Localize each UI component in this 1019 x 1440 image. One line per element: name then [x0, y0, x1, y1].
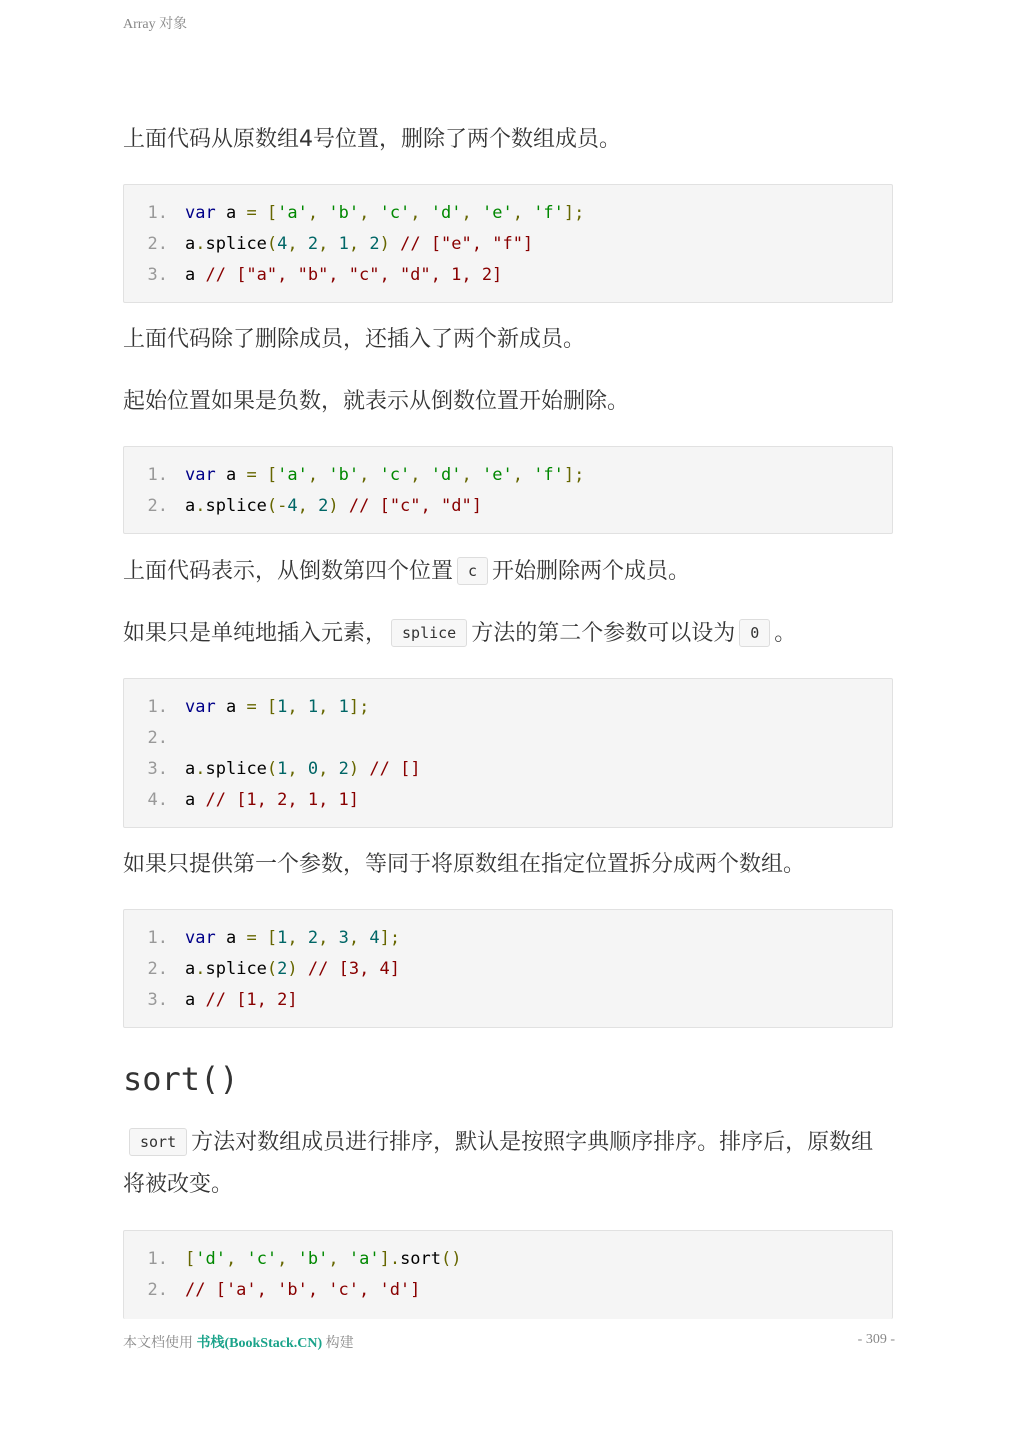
- code-token: ,: [328, 1249, 349, 1269]
- code-token: 1: [277, 759, 288, 779]
- line-number: 4.: [147, 790, 168, 810]
- code-line: [124, 198, 892, 229]
- running-header: Array 对象: [123, 17, 188, 32]
- code-token: 'a': [277, 203, 308, 223]
- line-number: 3.: [147, 990, 168, 1010]
- code-token: 'f': [533, 465, 564, 485]
- inline-code: splice: [391, 619, 467, 647]
- code-token: splice: [205, 496, 267, 516]
- code-token: 'e': [481, 465, 513, 485]
- text: 方法对数组成员进行排序，默认是按照字典顺序排序。排序后，原数组将被改变。: [123, 1130, 874, 1197]
- code-token: 1: [277, 928, 288, 948]
- code-token: splice: [205, 759, 267, 779]
- code-token: var: [185, 465, 216, 485]
- line-number: 2.: [147, 959, 168, 979]
- line-number: 2.: [147, 234, 168, 254]
- code-token: ,: [297, 496, 319, 516]
- footer-credit: [123, 1332, 354, 1352]
- code-token: ,: [318, 234, 339, 254]
- code-token: a: [185, 959, 196, 979]
- code-block: [123, 184, 893, 303]
- code-token: splice: [205, 234, 267, 254]
- code-token: ,: [410, 465, 431, 485]
- code-token: 2: [277, 959, 288, 979]
- code-token: 'b': [328, 465, 360, 485]
- code-comment: // ["e", "f"]: [389, 234, 534, 254]
- line-number: 3.: [147, 759, 168, 779]
- code-token: ): [348, 759, 360, 779]
- code-line: [124, 923, 892, 954]
- code-token: .: [195, 759, 206, 779]
- code-token: a: [185, 990, 196, 1010]
- code-token: =: [246, 203, 257, 223]
- code-token: 4: [369, 928, 380, 948]
- code-line: [124, 260, 892, 291]
- code-token: 'c': [379, 465, 411, 485]
- text: 如果只是单纯地插入元素，: [123, 621, 388, 646]
- code-token: =: [246, 465, 257, 485]
- code-token: (: [266, 759, 278, 779]
- code-token: a: [185, 496, 196, 516]
- code-token: 'a': [277, 465, 308, 485]
- paragraph: 起始位置如果是负数，就表示从倒数位置开始删除。: [123, 389, 630, 414]
- code-token: 1: [338, 234, 349, 254]
- code-token: 2: [307, 234, 319, 254]
- line-number: 1.: [147, 203, 168, 223]
- code-token: .: [195, 234, 206, 254]
- code-line: [124, 692, 892, 723]
- code-token: (: [266, 234, 278, 254]
- code-token: ,: [318, 697, 339, 717]
- code-line: [124, 229, 892, 260]
- code-token: (): [441, 1249, 462, 1269]
- code-token: ,: [318, 928, 339, 948]
- code-token: 'b': [297, 1249, 329, 1269]
- code-token: a: [215, 697, 247, 717]
- code-comment: // ['a', 'b', 'c', 'd']: [185, 1280, 421, 1300]
- code-token: var: [185, 697, 216, 717]
- line-number: 2.: [147, 1280, 168, 1300]
- code-token: [: [256, 697, 278, 717]
- code-token: 'a': [348, 1249, 380, 1269]
- code-token: ];: [563, 203, 585, 223]
- line-number: 1.: [147, 928, 168, 948]
- code-token: 4: [277, 234, 288, 254]
- code-line: [124, 460, 892, 491]
- paragraph: 上面代码除了删除成员，还插入了两个新成员。: [123, 327, 586, 352]
- code-block: [123, 678, 893, 828]
- code-token: 'e': [481, 203, 513, 223]
- code-comment: // []: [359, 759, 421, 779]
- code-token: ,: [461, 203, 482, 223]
- code-token: 'f': [533, 203, 564, 223]
- code-token: a: [185, 790, 196, 810]
- code-token: ,: [461, 465, 482, 485]
- code-token: var: [185, 928, 216, 948]
- code-token: ].: [379, 1249, 401, 1269]
- section-heading: sort(): [123, 1060, 239, 1098]
- paragraph: 上面代码从原数组4号位置，删除了两个数组成员。: [123, 127, 621, 152]
- code-token: ,: [512, 465, 534, 485]
- code-block: [123, 446, 893, 534]
- code-line: [124, 723, 892, 754]
- paragraph: 如果只提供第一个参数，等同于将原数组在指定位置拆分成两个数组。: [123, 852, 806, 877]
- code-token: ,: [287, 697, 308, 717]
- code-line: [124, 1275, 892, 1306]
- code-token: (-: [266, 496, 288, 516]
- code-token: 3: [338, 928, 349, 948]
- code-token: (: [266, 959, 278, 979]
- text: 本文档使用: [123, 1336, 197, 1351]
- code-line: [124, 785, 892, 816]
- code-token: =: [246, 697, 257, 717]
- text: 方法的第二个参数可以设为: [471, 621, 736, 646]
- code-token: ,: [307, 203, 329, 223]
- line-number: 3.: [147, 265, 168, 285]
- code-token: ,: [287, 928, 308, 948]
- code-token: 'd': [430, 203, 462, 223]
- code-token: 1: [307, 697, 319, 717]
- page-number: - 309 -: [857, 1332, 895, 1347]
- line-number: 2.: [147, 496, 168, 516]
- code-token: ,: [277, 1249, 298, 1269]
- code-token: sort: [400, 1249, 442, 1269]
- code-line: [124, 754, 892, 785]
- code-token: ,: [512, 203, 534, 223]
- code-token: a: [215, 203, 247, 223]
- paragraph: [123, 552, 895, 592]
- inline-code: c: [457, 557, 488, 585]
- code-token: a: [215, 465, 247, 485]
- code-comment: // [3, 4]: [297, 959, 401, 979]
- code-token: [: [185, 1249, 196, 1269]
- code-line: [124, 985, 892, 1016]
- line-number: 1.: [147, 697, 168, 717]
- code-token: .: [195, 496, 206, 516]
- code-token: 1: [277, 697, 288, 717]
- code-token: splice: [205, 959, 267, 979]
- code-token: ,: [225, 1249, 247, 1269]
- code-token: 0: [307, 759, 319, 779]
- text: 。: [774, 621, 797, 646]
- code-token: 'd': [430, 465, 462, 485]
- code-token: ,: [359, 465, 380, 485]
- code-token: ,: [287, 759, 308, 779]
- code-block: [123, 1230, 893, 1319]
- line-number: 1.: [147, 465, 168, 485]
- line-number: 2.: [147, 728, 168, 748]
- code-token: ];: [379, 928, 401, 948]
- code-token: ): [328, 496, 339, 516]
- paragraph: [123, 1122, 895, 1206]
- code-comment: // [1, 2]: [195, 990, 298, 1010]
- line-number: 1.: [147, 1249, 168, 1269]
- code-token: ,: [410, 203, 431, 223]
- code-block: [123, 909, 893, 1028]
- code-comment: // ["c", "d"]: [338, 496, 482, 516]
- text: 开始删除两个成员。: [492, 559, 691, 584]
- code-token: ,: [359, 203, 380, 223]
- code-token: ,: [348, 928, 370, 948]
- inline-code: 0: [739, 619, 770, 647]
- code-token: [: [256, 203, 278, 223]
- code-token: 2: [307, 928, 319, 948]
- code-token: ,: [318, 759, 339, 779]
- code-token: a: [185, 759, 196, 779]
- code-token: a: [185, 234, 196, 254]
- code-token: [: [256, 465, 278, 485]
- code-token: ,: [348, 234, 370, 254]
- code-comment: // [1, 2, 1, 1]: [195, 790, 360, 810]
- brand-link[interactable]: 书栈(BookStack.CN): [196, 1336, 323, 1351]
- code-token: =: [246, 928, 257, 948]
- code-line: [124, 491, 892, 522]
- code-token: 'c': [246, 1249, 278, 1269]
- code-token: 'd': [195, 1249, 226, 1269]
- code-token: 'c': [379, 203, 411, 223]
- text: 构建: [322, 1336, 354, 1351]
- text: 上面代码表示，从倒数第四个位置: [123, 559, 454, 584]
- code-token: ): [287, 959, 298, 979]
- code-token: ,: [307, 465, 329, 485]
- code-token: ];: [563, 465, 585, 485]
- code-token: ): [379, 234, 390, 254]
- code-token: ];: [348, 697, 370, 717]
- code-line: [124, 1244, 892, 1275]
- paragraph: [123, 614, 895, 654]
- code-token: .: [195, 959, 206, 979]
- code-token: 2: [369, 234, 380, 254]
- code-token: 2: [318, 496, 329, 516]
- code-token: 2: [338, 759, 349, 779]
- code-token: var: [185, 203, 216, 223]
- code-token: ,: [287, 234, 308, 254]
- code-token: a: [185, 265, 196, 285]
- code-token: 1: [338, 697, 349, 717]
- code-comment: // ["a", "b", "c", "d", 1, 2]: [195, 265, 503, 285]
- code-line: [124, 954, 892, 985]
- code-token: [: [256, 928, 278, 948]
- code-token: 'b': [328, 203, 360, 223]
- code-token: 4: [287, 496, 298, 516]
- code-token: a: [215, 928, 247, 948]
- inline-code: sort: [129, 1128, 187, 1156]
